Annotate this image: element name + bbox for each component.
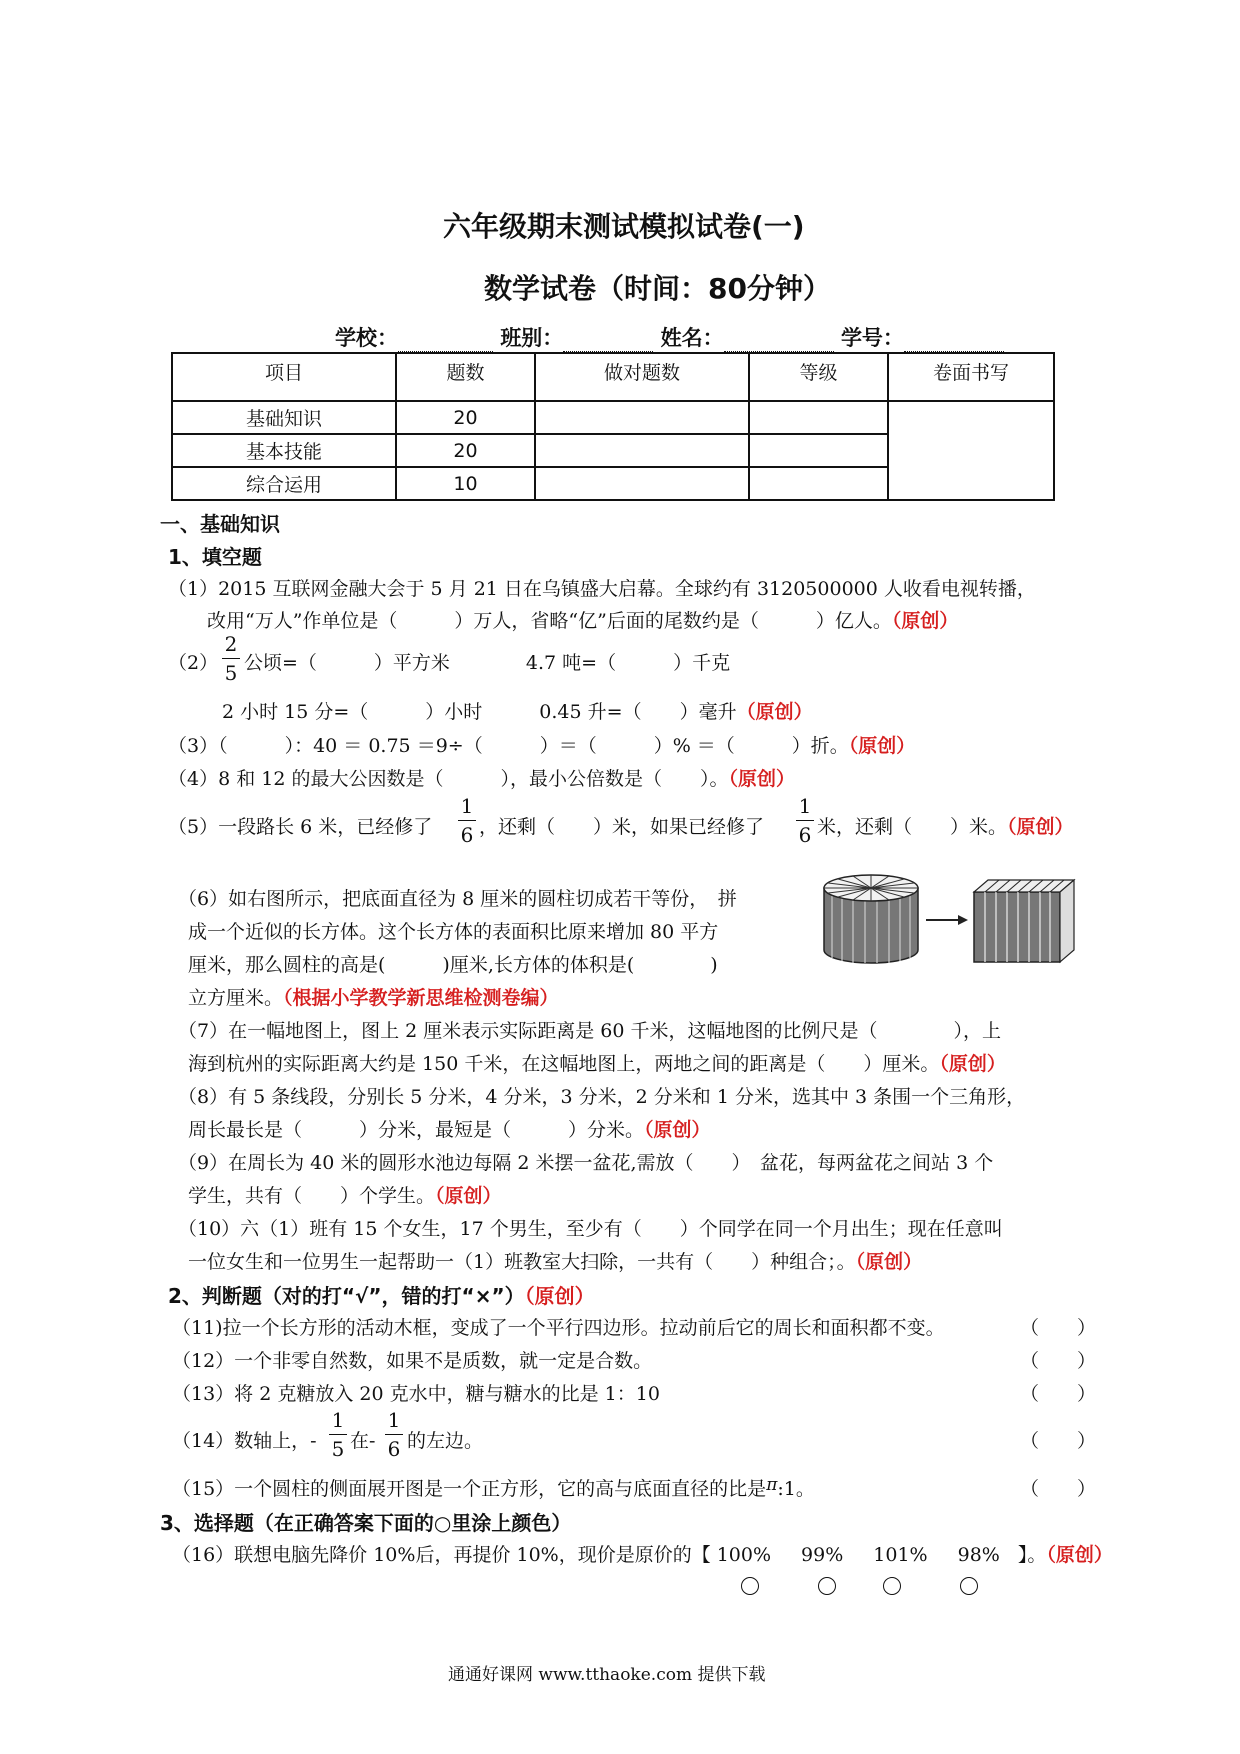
option-circle-4[interactable]	[960, 1577, 978, 1595]
school-field[interactable]	[398, 333, 493, 352]
q5-fraction2: 1 6	[796, 794, 814, 847]
section-choice: 3、选择题（在正确答案下面的○里涂上颜色）	[160, 1511, 572, 1535]
name-field[interactable]	[724, 333, 834, 352]
option-3: 101%	[873, 1544, 928, 1566]
q1-line1: （1）2015 互联网金融大会于 5 月 21 日在乌镇盛大启幕。全球约有 3120500000 人收看电视转播，	[168, 578, 1036, 600]
row-count: 20	[396, 401, 535, 434]
option-2: 99%	[801, 1544, 844, 1566]
q10-line1: （10）六（1）班有 15 个女生，17 个男生，至少有（ ）个同学在同一个月出生；现在任意叫	[178, 1218, 1003, 1240]
q8-line2: 周长最长是（ ）分米，最短是（ ）分米。（原创）	[188, 1119, 711, 1141]
q3: （3）（ ）：40 ＝ 0.75 ＝9÷（ ）＝（ ）% ＝（ ）折。（原创）	[168, 735, 916, 757]
q6-line2: 成一个近似的长方体。这个长方体的表面积比原来增加 80 平方	[188, 921, 719, 943]
row-correct-cell[interactable]	[535, 401, 749, 434]
q7-line2: 海到杭州的实际距离大约是 150 千米，在这幅地图上，两地之间的距离是（ ）厘米。（原创）	[188, 1053, 1006, 1075]
footer: 通通好课网 www.tthaoke.com 提供下载	[448, 1665, 766, 1685]
option-4: 98%	[957, 1544, 1000, 1566]
arrow-icon	[926, 915, 968, 925]
q12: （12）一个非零自然数，如果不是质数，就一定是合数。	[172, 1350, 653, 1372]
row-item: 基本技能	[172, 434, 396, 467]
q14-part2: 在-	[350, 1430, 376, 1452]
cylinder-image	[824, 875, 918, 963]
q15: （15）一个圆柱的侧面展开图是一个正方形，它的高与底面直径的比是π:1。	[172, 1475, 815, 1500]
row-count: 20	[396, 434, 535, 467]
option-1: 100%	[716, 1544, 772, 1566]
q7-line1: （7）在一幅地图上，图上 2 厘米表示实际距离是 60 千米，这幅地图的比例尺是（ ），上	[178, 1020, 1002, 1042]
q1-line2: 改用“万人”作单位是（ ）万人，省略“亿”后面的尾数约是（ ）亿人。（原创）	[207, 610, 959, 632]
row-count: 10	[396, 467, 535, 500]
header-item: 项目	[172, 353, 396, 401]
name-label: 姓名：	[660, 326, 724, 350]
q8-line1: （8）有 5 条线段，分别长 5 分米，4 分米，3 分米，2 分米和 1 分米，选其中 3 条围一个三角形，	[178, 1086, 1026, 1108]
school-label: 学校：	[335, 326, 398, 350]
row-grade-cell[interactable]	[749, 401, 888, 434]
q9-line2: 学生，共有（ ）个学生。（原创）	[188, 1185, 502, 1207]
number-field[interactable]	[904, 333, 1004, 352]
q5-part1: （5）一段路长 6 米，已经修了	[168, 816, 433, 838]
row-item: 基础知识	[172, 401, 396, 434]
q5-part3: 米，还剩（ ）米。（原创）	[817, 816, 1074, 838]
row-grade-cell[interactable]	[749, 467, 888, 500]
score-table	[171, 352, 1055, 501]
q5-fraction1: 1 6	[458, 794, 476, 847]
q11: （11)拉一个长方形的活动木框，变成了一个平行四边形。拉动前后它的周长和面积都不变。	[172, 1317, 945, 1339]
info-line	[335, 322, 1004, 352]
header-count: 题数	[396, 353, 535, 401]
q14-fraction2: 1 6	[385, 1408, 403, 1461]
q14-part3: 的左边。	[407, 1430, 484, 1452]
q14-part1: （14）数轴上，-	[172, 1430, 317, 1452]
q6-line3: 厘米，那么圆柱的高是( )厘米,长方体的体积是( )	[188, 954, 718, 976]
q13-answer[interactable]: （ ）	[1020, 1383, 1097, 1405]
option-circle-3[interactable]	[883, 1577, 901, 1595]
class-field[interactable]	[563, 333, 653, 352]
class-label: 班别：	[500, 326, 564, 350]
page-subtitle: 数学试卷（时间：80分钟）	[484, 272, 831, 305]
q2-line1: 公顷=（ ）平方米 4.7 吨=（ ）千克	[244, 652, 731, 674]
q14-answer[interactable]: （ ）	[1020, 1430, 1097, 1452]
q15-answer[interactable]: （ ）	[1020, 1478, 1097, 1500]
section-basic: 一、基础知识	[160, 512, 280, 536]
row-correct-cell[interactable]	[535, 434, 749, 467]
number-label: 学号：	[840, 326, 904, 350]
cylinder-cuboid-figure	[818, 868, 1080, 968]
row-item: 综合运用	[172, 467, 396, 500]
q11-answer[interactable]: （ ）	[1020, 1317, 1097, 1339]
cuboid-image	[974, 880, 1074, 962]
section-fill-blank: 1、填空题	[168, 545, 262, 569]
q14-fraction1: 1 5	[329, 1408, 347, 1461]
q16: （16）联想电脑先降价 10%后，再提价 10%，现价是原价的【 100% 99% 101% 98% 】。（原创）	[172, 1544, 1113, 1566]
q10-line2: 一位女生和一位男生一起帮助一（1）班教室大扫除，一共有（ ）种组合；。（原创）	[188, 1251, 923, 1273]
q6-line4: 立方厘米。（根据小学教学新思维检测卷编）	[188, 987, 559, 1009]
header-writing: 卷面书写	[888, 353, 1054, 401]
section-judgement: 2、判断题（对的打“√”，错的打“×”）（原创）	[168, 1284, 595, 1308]
page-title: 六年级期末测试模拟试卷(一)	[443, 210, 805, 243]
q2-fraction: 2 5	[222, 632, 240, 685]
header-grade: 等级	[749, 353, 888, 401]
q2-line2: 2 小时 15 分=（ ）小时 0.45 升=（ ）毫升（原创）	[222, 701, 813, 723]
q13: （13）将 2 克糖放入 20 克水中，糖与糖水的比是 1：10	[172, 1383, 660, 1405]
row-grade-cell[interactable]	[749, 434, 888, 467]
q5-part2: ，还剩（ ）米，如果已经修了	[479, 816, 765, 838]
q12-answer[interactable]: （ ）	[1020, 1350, 1097, 1372]
q6-line1: （6）如右图所示，把底面直径为 8 厘米的圆柱切成若干等份， 拼	[178, 888, 737, 910]
header-correct: 做对题数	[535, 353, 749, 401]
option-circle-1[interactable]	[741, 1577, 759, 1595]
q2-prefix: （2）	[168, 652, 219, 674]
option-circle-2[interactable]	[818, 1577, 836, 1595]
row-correct-cell[interactable]	[535, 467, 749, 500]
q4: （4）8 和 12 的最大公因数是（ ），最小公倍数是（ ）。（原创）	[168, 768, 795, 790]
q9-line1: （9）在周长为 40 米的圆形水池边每隔 2 米摆一盆花,需放（ ） 盆花，每两盆花之间站 3 个	[178, 1152, 994, 1174]
writing-cell[interactable]	[888, 401, 1054, 500]
